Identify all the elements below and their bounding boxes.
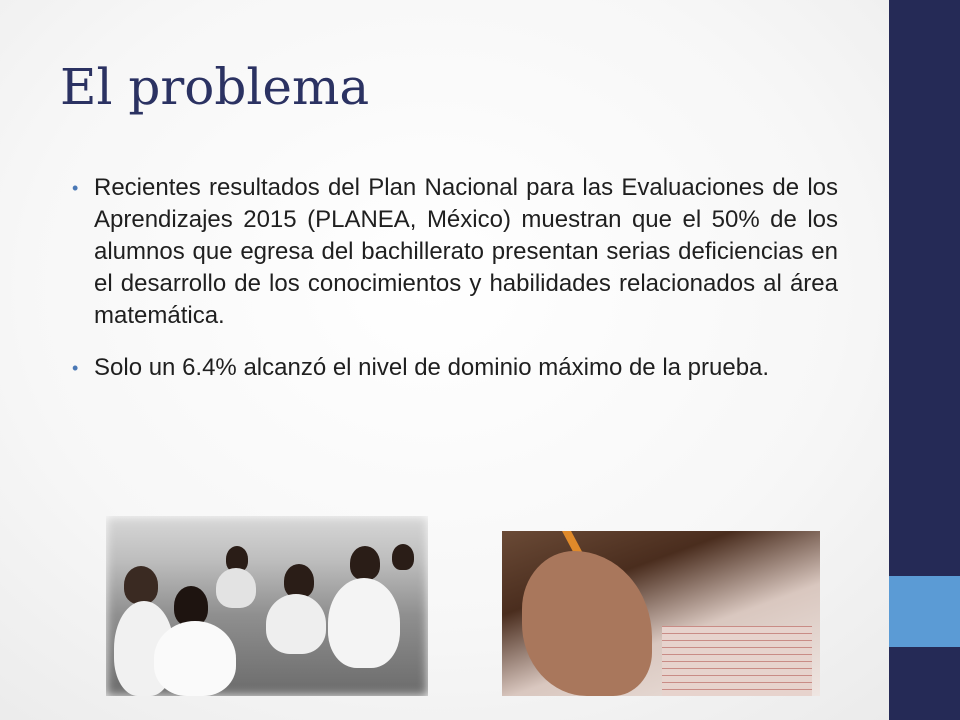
bullet-dot-icon: •	[72, 178, 79, 198]
bullet-item	[72, 172, 838, 332]
bullet-text: Recientes resultados del Plan Nacional para las Evaluaciones de los Aprendizajes 2015 (PLANEA, México) muestran que el 50% de los alumnos que egresa del bachillerato presentan serias deficiencias en el desarrollo de los conocimientos y habilidades relacionados al área matemática.	[94, 174, 838, 329]
bullet-dot-icon: •	[72, 358, 79, 378]
exam-answer-sheet-photo	[502, 531, 820, 696]
bullet-list	[72, 172, 838, 404]
slide-title: El problema	[60, 58, 370, 116]
bullet-item	[72, 352, 838, 384]
right-sidebar-accent	[889, 576, 960, 647]
bullet-text: Solo un 6.4% alcanzó el nivel de dominio máximo de la prueba.	[94, 354, 770, 381]
students-classroom-photo	[106, 516, 428, 696]
